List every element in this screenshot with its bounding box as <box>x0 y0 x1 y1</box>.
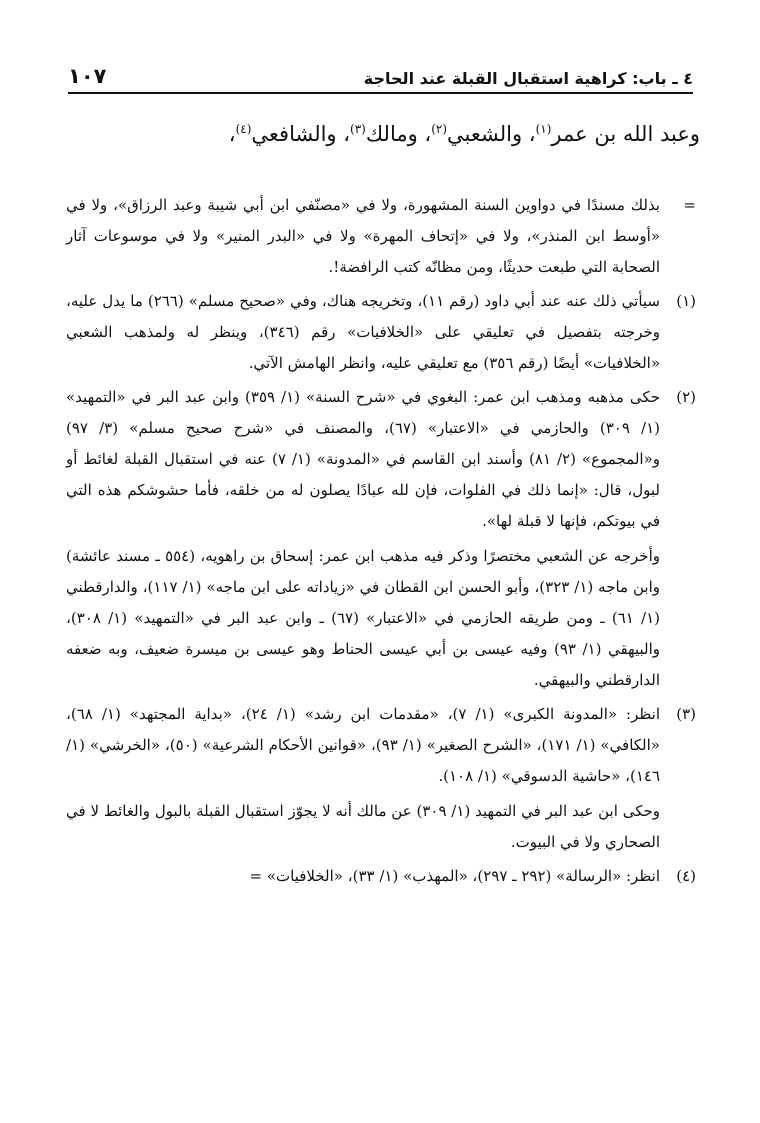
footnote-number: (٢) <box>676 388 696 406</box>
footnote-3 <box>66 699 696 858</box>
running-header <box>68 52 693 88</box>
footnote-continuation <box>66 190 696 283</box>
footnote-ref[interactable]: (٢) <box>431 122 448 136</box>
main-text-segment: ، والشعبي <box>447 122 536 146</box>
main-text-segment: ، والشافعي <box>251 122 351 146</box>
footnote-paragraph: انظر: «المدونة الكبرى» (١/ ٧)، «مقدمات ابن رشد» (١/ ٢٤)، «بداية المجتهد» (١/ ٦٨)، «الكافي» (١/ ١٧١)، «الشرح الصغير» (١/ ٩٣)، «قوانين الأحكام الشرعية» (٥٠)، «الخرشي» (١/ ١٤٦)، «حاشية الدسوقي» (١/ ١٠٨). <box>66 705 661 785</box>
footnote-body <box>66 861 660 892</box>
main-text-segment: ، ومالك <box>365 122 432 146</box>
footnote-body <box>66 190 660 283</box>
footnote-4 <box>66 861 696 892</box>
footnote-body <box>66 699 660 858</box>
footnote-body <box>66 286 660 379</box>
footnote-ref[interactable]: (٤) <box>235 122 252 136</box>
footnote-paragraph: سيأتي ذلك عنه عند أبي داود (رقم ١١)، وتخريجه هناك، وفي «صحيح مسلم» (٢٦٦) ما يدل عليه، وخرجته بتفصيل في تعليقي على «الخلافيات» رقم (٣٤٦)، وينظر له ولمذهب الشعبي «الخلافيات» أيضًا (رقم ٣٥٦) مع تعليقي عليه، وانظر الهامش الآتي. <box>66 292 661 372</box>
main-text-segment: وعبد الله بن عمر <box>551 122 700 146</box>
footnote-number: (٤) <box>676 867 696 885</box>
footnote-paragraph: وحكى ابن عبد البر في التمهيد (١/ ٣٠٩) عن مالك أنه لا يجوّز استقبال القبلة بالبول والغائط لا في الصحاري ولا في البيوت. <box>66 802 661 851</box>
footnote-1 <box>66 286 696 379</box>
footnote-paragraph: انظر: «الرسالة» (٢٩٢ ـ ٢٩٧)، «المهذب» (١/ ٣٣)، «الخلافيات» = <box>249 867 660 885</box>
footnote-number: = <box>683 196 696 214</box>
chapter-title: ٤ ـ باب: كراهية استقبال القبلة عند الحاجة <box>363 69 693 88</box>
footnote-body <box>66 382 660 696</box>
footnote-number: (١) <box>676 292 696 310</box>
footnote-2 <box>66 382 696 696</box>
main-text-trailing: ، <box>228 122 236 146</box>
page-number: ١٠٧ <box>68 64 107 88</box>
footnote-paragraph: بذلك مسندًا في دواوين السنة المشهورة، ولا في «مصنّفي ابن أبي شيبة وعبد الرزاق»، ولا في «أوسط ابن المنذر»، ولا في «إتحاف المهرة» ولا في «البدر المنير» ولا في موسوعات آثار الصحابة التي طبعت حديثًا، ومن مظانّه كتب الرافضة!. <box>66 196 660 276</box>
footnotes <box>66 190 696 895</box>
header-rule <box>68 92 693 94</box>
footnote-ref[interactable]: (١) <box>535 122 552 136</box>
footnote-paragraph: حكى مذهبه ومذهب ابن عمر: البغوي في «شرح السنة» (١/ ٣٥٩) وابن عبد البر في «التمهيد» (١/ ٣٠٩) والحازمي في «الاعتبار» (٦٧)، والمصنف في «شرح صحيح مسلم» (٣/ ٩٧) و«المجموع» (٢/ ٨١) وأسند ابن القاسم في «المدونة» (١/ ٧) عنه في استقبال القبلة لغائط أو لبول، قال: «إنما ذلك في الفلوات، فإن لله عبادًا يصلون له من خلقه، فأما حشوشكم هذه التي في بيوتكم، فإنها لا قبلة لها». <box>66 388 661 530</box>
main-text <box>40 110 700 153</box>
footnote-paragraph: وأخرجه عن الشعبي مختصرًا وذكر فيه مذهب ابن عمر: إسحاق بن راهويه، (٥٥٤ ـ مسند عائشة) وابن ماجه (١/ ٣٢٣)، وأبو الحسن ابن القطان في «زياداته على ابن ماجه» (١/ ١١٧)، والدارقطني (١/ ٦١) ـ ومن طريقه الحازمي في «الاعتبار» (٦٧) ـ وابن عبد البر في «التمهيد» (١/ ٣٠٨)، والبيهقي (١/ ٩٣) وفيه عيسى بن أبي عيسى الحناط وهو عيسى بن ميسرة ضعيف، وبه ضعفه الدارقطني والبيهقي. <box>66 547 661 689</box>
footnote-number: (٣) <box>676 705 696 723</box>
footnote-ref[interactable]: (٣) <box>350 122 366 136</box>
